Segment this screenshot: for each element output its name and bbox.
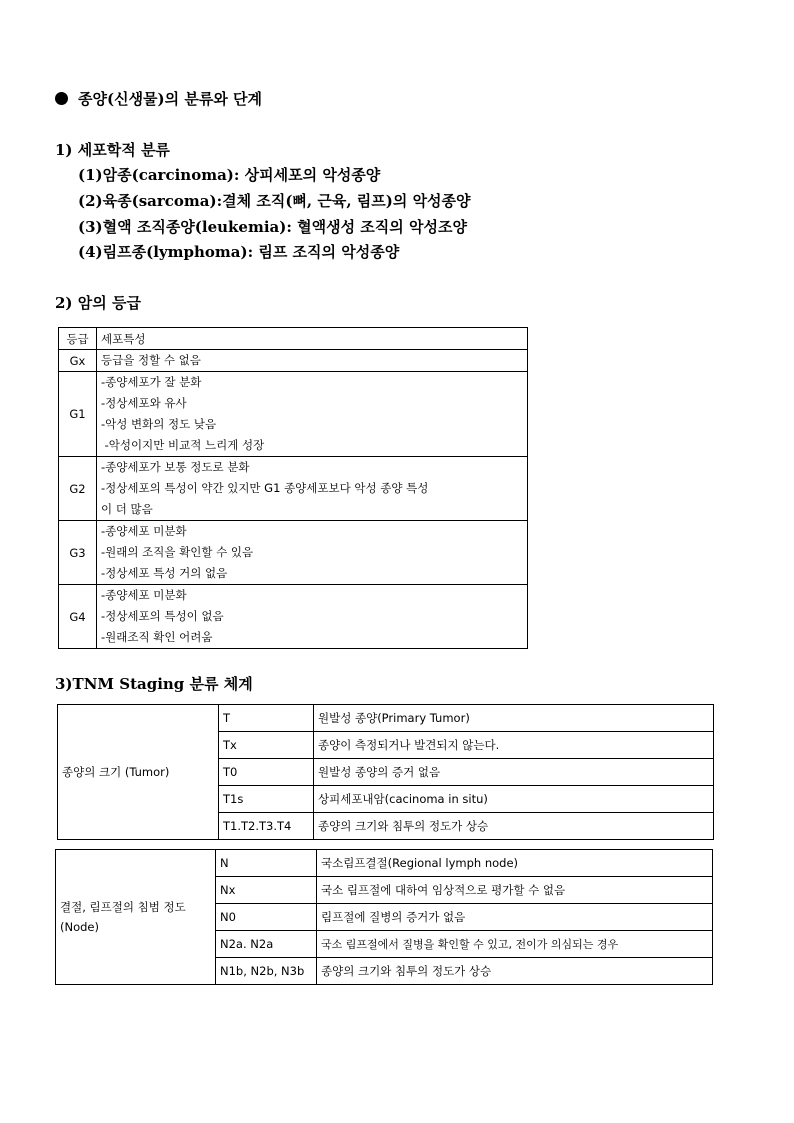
grade-cell: G3 <box>59 521 97 585</box>
classification-item: (3)혈액 조직종양(leukemia): 혈액생성 조직의 악성조양 <box>78 218 467 236</box>
cell-line: -정상세포의 특성이 약간 있지만 G1 종양세포보다 악성 종양 특성 <box>101 481 429 495</box>
code-cell: Tx <box>219 732 314 759</box>
description-cell: 국소 림프절에 대하여 임상적으로 평가할 수 없음 <box>317 877 713 904</box>
table-header-row <box>59 328 528 350</box>
main-heading-text: 종양(신생물)의 분류와 단계 <box>78 90 263 108</box>
table-row <box>58 705 714 732</box>
grade-table <box>58 327 528 649</box>
tnm-node-table <box>55 849 713 985</box>
description-cell: 종양의 크기와 침투의 정도가 상승 <box>317 958 713 985</box>
cell-line: -악성 변화의 정도 낮음 <box>101 417 217 431</box>
grade-cell: G1 <box>59 372 97 457</box>
code-cell: T <box>219 705 314 732</box>
node-label: 결절, 림프절의 침범 정도(Node) <box>56 850 216 985</box>
classification-item: (2)육종(sarcoma):결체 조직(뼈, 근육, 림프)의 악성종양 <box>78 192 471 210</box>
grade-cell: G2 <box>59 457 97 521</box>
cell-line: -원래의 조직을 확인할 수 있음 <box>101 545 254 559</box>
characteristics-cell <box>97 585 528 649</box>
cell-line: -정상세포의 특성이 없음 <box>101 609 224 623</box>
cell-line: -원래조직 확인 어려움 <box>101 630 213 644</box>
cell-line: -정상세포와 유사 <box>101 396 187 410</box>
code-cell: Nx <box>216 877 317 904</box>
classification-item: (1)암종(carcinoma): 상피세포의 악성종양 <box>78 166 381 184</box>
characteristics-cell <box>97 457 528 521</box>
table-row <box>59 457 528 521</box>
table-row <box>59 585 528 649</box>
code-cell: T0 <box>219 759 314 786</box>
characteristics-cell <box>97 521 528 585</box>
description-cell: 종양이 측정되거나 발견되지 않는다. <box>314 732 714 759</box>
description-cell: 상피세포내암(cacinoma in situ) <box>314 786 714 813</box>
tnm-tumor-table <box>57 704 714 840</box>
code-cell: N2a. N2a <box>216 931 317 958</box>
table-row <box>59 521 528 585</box>
grade-cell: Gx <box>59 350 97 372</box>
code-cell: N1b, N2b, N3b <box>216 958 317 985</box>
code-cell: T1s <box>219 786 314 813</box>
cell-line: -종양세포가 잘 분화 <box>101 375 202 389</box>
cell-line: -정상세포 특성 거의 없음 <box>101 566 228 580</box>
description-cell: 원발성 종양의 증거 없음 <box>314 759 714 786</box>
description-cell: 원발성 종양(Primary Tumor) <box>314 705 714 732</box>
description-cell: 국소림프결절(Regional lymph node) <box>317 850 713 877</box>
main-heading <box>55 88 262 109</box>
header-grade: 등급 <box>59 328 97 350</box>
section2-title: 2) 암의 등급 <box>55 294 141 312</box>
cell-line: -악성이지만 비교적 느리게 성장 <box>101 438 265 452</box>
code-cell: T1.T2.T3.T4 <box>219 813 314 840</box>
table-row <box>59 372 528 457</box>
cell-line: -종양세포 미분화 <box>101 588 187 602</box>
cell-line: -종양세포 미분화 <box>101 524 187 538</box>
description-cell: 종양의 크기와 침투의 정도가 상승 <box>314 813 714 840</box>
section3-title: 3)TNM Staging 분류 체계 <box>55 675 253 693</box>
code-cell: N <box>216 850 317 877</box>
bullet-icon <box>55 92 68 105</box>
description-cell: 림프절에 질병의 증거가 없음 <box>317 904 713 931</box>
characteristics-cell <box>97 372 528 457</box>
description-cell: 국소 림프절에서 질병을 확인할 수 있고, 전이가 의심되는 경우 <box>317 931 713 958</box>
cell-line: -종양세포가 보통 정도로 분화 <box>101 460 250 474</box>
table-row <box>59 350 528 372</box>
code-cell: N0 <box>216 904 317 931</box>
grade-cell: G4 <box>59 585 97 649</box>
section1-title: 1) 세포학적 분류 <box>55 141 170 159</box>
classification-item: (4)림프종(lymphoma): 림프 조직의 악성종양 <box>78 243 400 261</box>
characteristics-cell <box>97 350 528 372</box>
cell-line: 등급을 정할 수 없음 <box>101 353 201 367</box>
header-characteristics: 세포특성 <box>97 328 528 350</box>
table-row <box>56 850 713 877</box>
cell-line: 이 더 많음 <box>101 502 153 516</box>
tumor-label: 종양의 크기 (Tumor) <box>58 705 219 840</box>
